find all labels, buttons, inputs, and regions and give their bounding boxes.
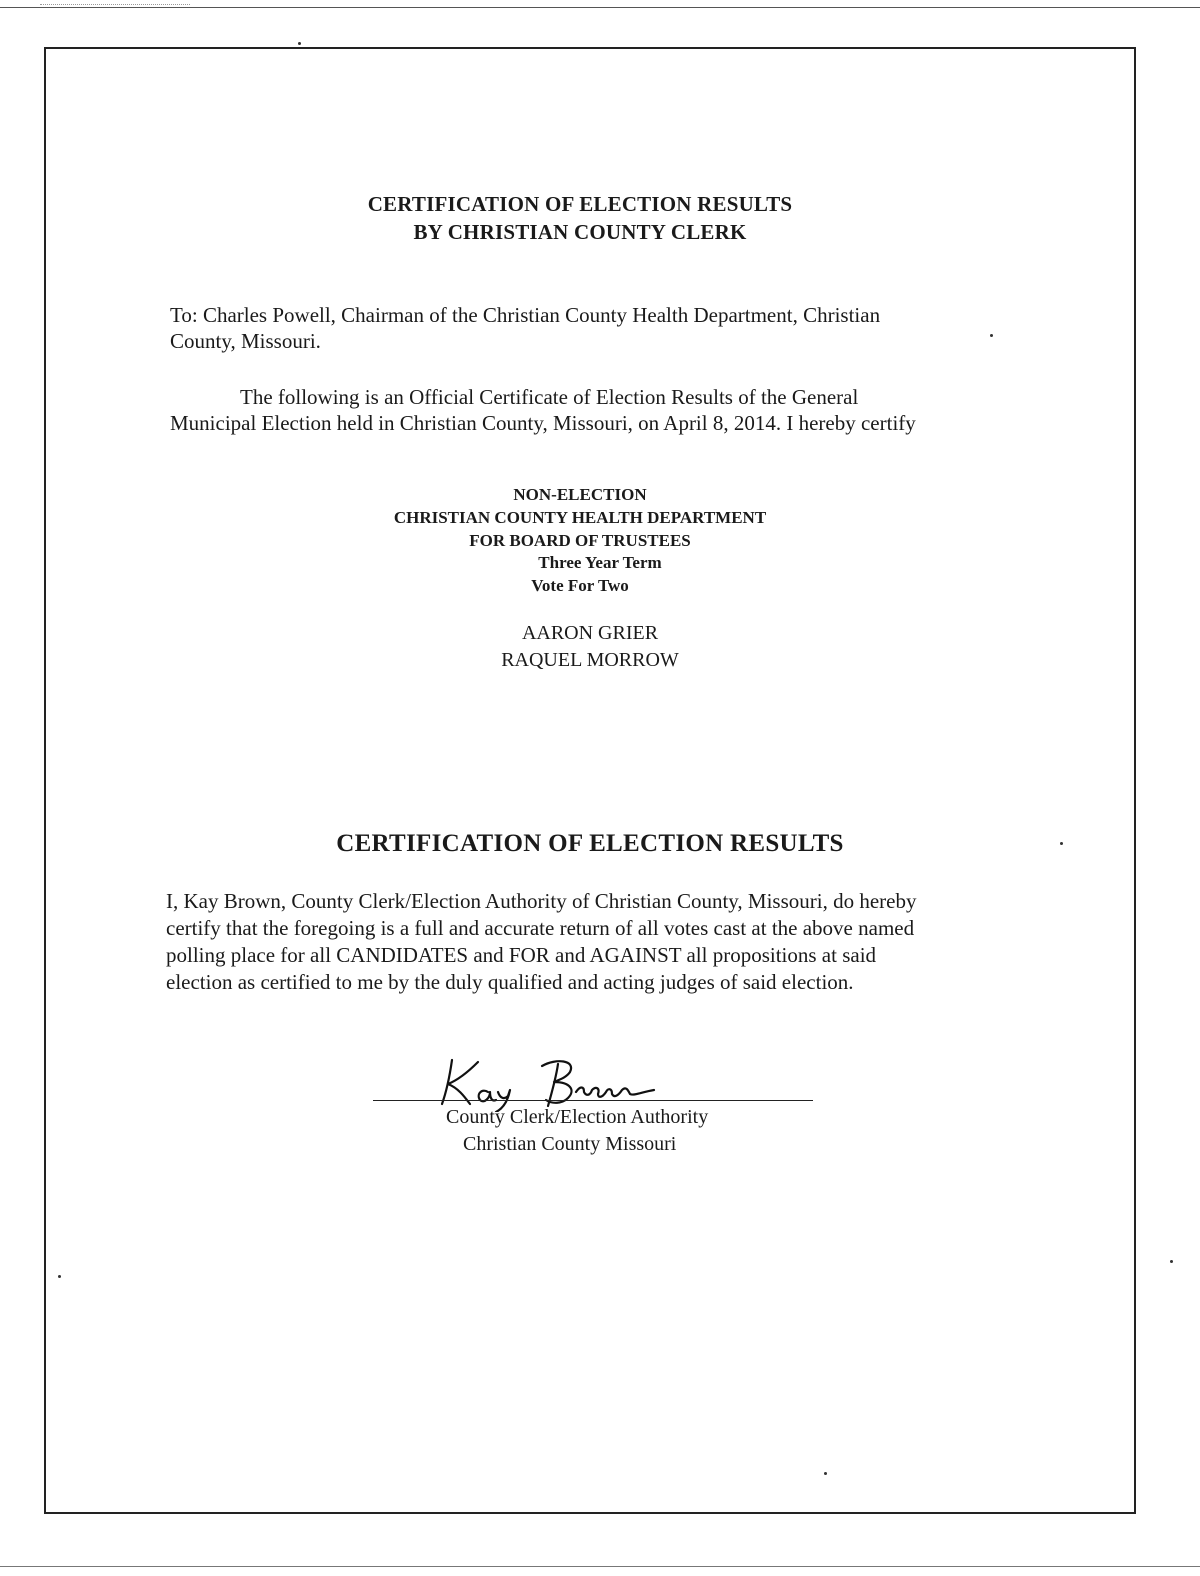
statement-line-1: I, Kay Brown, County Clerk/Election Authority of Christian County, Missouri, do hereby <box>166 889 917 913</box>
certification-heading: CERTIFICATION OF ELECTION RESULTS <box>336 830 844 857</box>
statement-line-2: certify that the foregoing is a full and accurate return of all votes cast at the above named <box>166 916 915 940</box>
statement-line-4: election as certified to me by the duly qualified and acting judges of said election. <box>166 970 854 994</box>
intro-line-1: The following is an Official Certificate of Election Results of the General <box>240 385 859 409</box>
office-line-1: NON-ELECTION <box>513 485 647 504</box>
office-vote-for: Vote For Two <box>531 576 629 595</box>
scan-speck <box>58 1275 61 1278</box>
scan-artifact-bottom-line <box>0 1566 1200 1567</box>
addressee-line-2: County, Missouri. <box>170 329 321 353</box>
scan-artifact-top-line <box>0 7 1200 8</box>
signature-location: Christian County Missouri <box>463 1133 677 1155</box>
office-line-2: CHRISTIAN COUNTY HEALTH DEPARTMENT <box>393 508 767 527</box>
office-line-3: FOR BOARD OF TRUSTEES <box>469 531 691 550</box>
document-heading-line-2: BY CHRISTIAN COUNTY CLERK <box>413 220 747 244</box>
scan-speck <box>990 334 993 337</box>
scan-speck <box>298 42 301 45</box>
scan-speck <box>824 1472 827 1475</box>
scan-speck <box>1060 842 1063 845</box>
scan-speck <box>1170 1260 1173 1263</box>
statement-line-3: polling place for all CANDIDATES and FOR and AGAINST all propositions at said <box>166 943 877 967</box>
addressee-line-1: To: Charles Powell, Chairman of the Christian County Health Department, Christian <box>170 303 881 327</box>
candidate-name: AARON GRIER <box>521 622 659 644</box>
candidate-name: RAQUEL MORROW <box>501 649 679 671</box>
office-term: Three Year Term <box>538 553 662 572</box>
document-heading-line-1: CERTIFICATION OF ELECTION RESULTS <box>367 192 793 216</box>
signature-line <box>373 1100 813 1101</box>
scan-artifact-top-mark <box>40 0 190 5</box>
intro-line-2: Municipal Election held in Christian County, Missouri, on April 8, 2014. I hereby certify <box>170 411 916 435</box>
handwritten-signature <box>430 1052 670 1112</box>
signature-title: County Clerk/Election Authority <box>446 1106 709 1128</box>
document-border <box>44 47 1136 1514</box>
